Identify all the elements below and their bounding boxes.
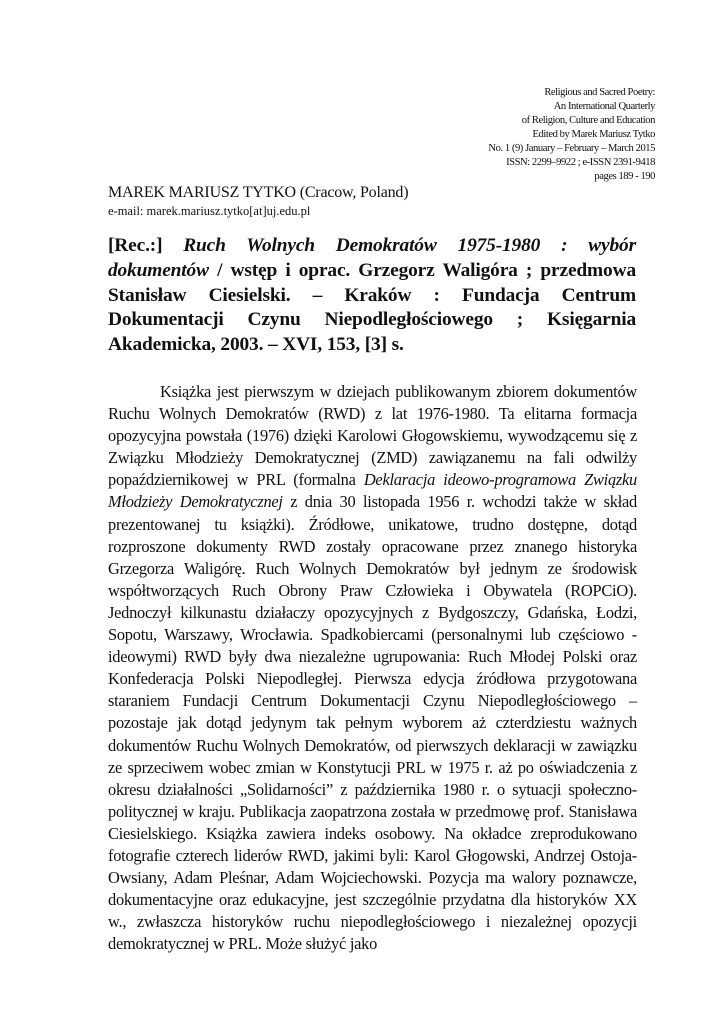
author-block: [108, 183, 408, 220]
body-text-part-2: z dnia 30 listopada 1956 r. wchodzi także w skład prezentowanej tu książki). Źródłowe, unikatowe, trudno dostępne, dotąd rozproszone dokumenty RWD zostały opracowane przez znanego historyka Grzegorza Waligórę. Ruch Wolnych Demokratów był jednym ze środowisk współtworzących Ruch Obrony Praw Człowieka i Obywatela (ROPCiO). Jednoczył kilkunastu działaczy opozycyjnych z Bydgoszczy, Gdańska, Łodzi, Sopotu, Warszawy, Wrocławia. Spadkobiercami (personalnymi lub częściowo - ideowymi) RWD były dwa niezależne ugrupowania: Ruch Młodej Polski oraz Konfederacja Polski Niepodległej. Pierwsza edycja źródłowa przygotowana staraniem Fundacji Centrum Dokumentacji Czynu Niepodległościowego – pozostaje jak dotąd jedynym tak pełnym wyborem aż czterdziestu ważnych dokumentów Ruchu Wolnych Demokratów, od pierwszych deklaracji w zawiązku ze sprzeciwem wobec zmian w Konstytucji PRL w 1975 r. aż po oświadczenia z okresu działalności „Solidarności” z października 1980 r. o sytuacji społeczno-politycznej w kraju. Publikacja zaopatrzona została w przedmowę prof. Stanisława Ciesielskiego. Książka zawiera indeks osobowy. Na okładce zreprodukowano fotografie czterech liderów RWD, jakimi byli: Karol Głogowski, Andrzej Ostoja-Owsiany, Adam Pleśnar, Adam Wojciechowski. Pozycja ma walory poznawcze, dokumentacyjne oraz edukacyjne, jest szczególnie przydatna dla historyków XX w., zwłaszcza historyków ruchu niepodległościowego i niezależnej opozycji demokratycznej w PRL. Może służyć jako: [108, 492, 637, 954]
journal-subtitle-2: of Religion, Culture and Education: [521, 115, 655, 126]
journal-subtitle: An International Quarterly: [553, 101, 655, 112]
journal-header: [355, 86, 655, 184]
book-details: / wstęp i oprac. Grzegorz Waligóra ; przedmowa Stanisław Ciesielski. – Kraków : Fundacja Centrum Dokumentacji Czynu Niepodległościowego ; Księgarnia Akademicka, 2003. – XVI, 153, [3] s.: [108, 259, 636, 356]
body-italic-title: Deklaracja ideowo-programowa Związku Młodzieży Demokratycznej: [108, 470, 637, 512]
journal-title: Religious and Sacred Poetry:: [544, 87, 655, 98]
body-paragraph: [108, 381, 637, 955]
author-name: MAREK MARIUSZ TYTKO (Cracow, Poland): [108, 184, 409, 201]
review-title: [108, 234, 636, 358]
body-text-part-1: Książka jest pierwszym w dziejach publikowanym zbiorem dokumentów Ruchu Wolnych Demokratów (RWD) z lat 1976-1980. Ta elitarna formacja opozycyjna powstała (1976) dzięki Karolowi Głogowskiemu, wywodzącemu się z Związku Młodzieży Demokratycznej (ZMD) zawiązanemu na fali odwilży popaździernikowej w PRL (formalna: [108, 382, 637, 490]
journal-editor: Edited by Marek Mariusz Tytko: [532, 129, 655, 140]
journal-pages: pages 189 - 190: [594, 171, 655, 182]
journal-issue: No. 1 (9) January – February – March 2015: [488, 143, 655, 154]
journal-issn: ISSN: 2299–9922 ; e-ISSN 2391-9418: [506, 157, 655, 168]
review-prefix: [Rec.:]: [108, 235, 184, 256]
author-email: e-mail: marek.mariusz.tytko[at]uj.edu.pl: [108, 204, 311, 218]
book-title: Ruch Wolnych Demokratów 1975-1980 : wybór dokumentów: [108, 235, 636, 281]
review-body: [108, 381, 637, 955]
